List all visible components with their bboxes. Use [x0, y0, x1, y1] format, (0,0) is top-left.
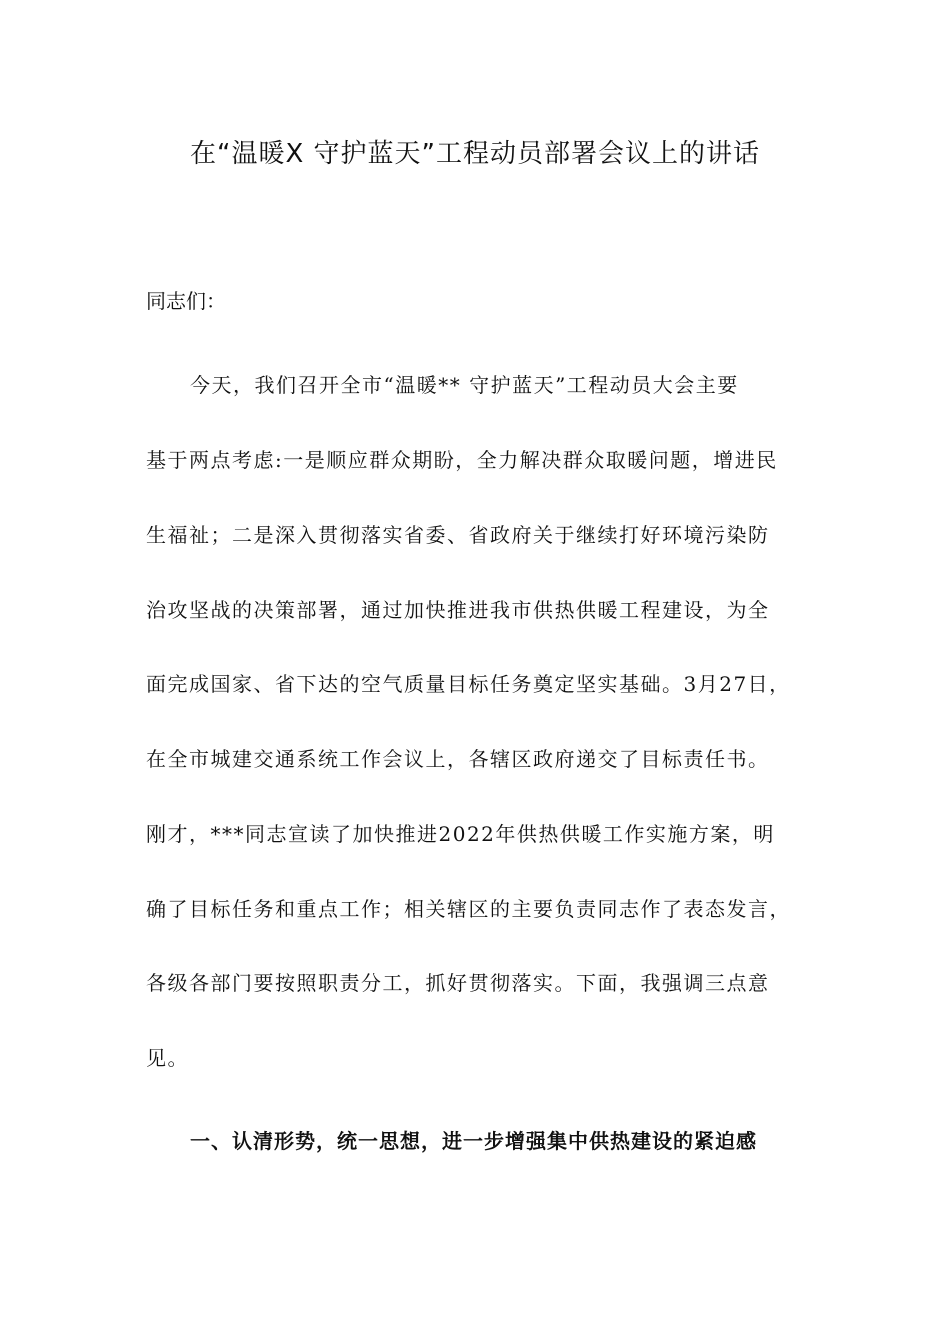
section-heading: 一、认清形势，统一思想，进一步增强集中供热建设的紧迫感 [190, 1129, 757, 1153]
page-title: 在“温暖X 守护蓝天”工程动员部署会议上的讲话 [189, 139, 761, 169]
paragraph-line: 基于两点考虑:一是顺应群众期盼，全力解决群众取暖问题，增进民 [146, 448, 778, 472]
paragraph-line: 刚才，***同志宣读了加快推进2022年供热供暖工作实施方案，明 [146, 822, 775, 846]
paragraph-line: 各级各部门要按照职责分工，抓好贯彻落实。下面，我强调三点意 [146, 971, 770, 995]
paragraph-line: 确了目标任务和重点工作；相关辖区的主要负责同志作了表态发言， [146, 897, 791, 921]
paragraph-line: 治攻坚战的决策部署，通过加快推进我市供热供暖工程建设，为全 [146, 598, 770, 622]
paragraph-line: 在全市城建交通系统工作会议上，各辖区政府递交了目标责任书。 [146, 747, 770, 771]
salutation: 同志们： [146, 289, 226, 313]
paragraph-line: 面完成国家、省下达的空气质量目标任务奠定坚实基础。3月27日， [146, 672, 791, 696]
paragraph-line: 见。 [146, 1046, 189, 1070]
paragraph-line: 生福祉；二是深入贯彻落实省委、省政府关于继续打好环境污染防 [146, 523, 770, 547]
paragraph-line: 今天，我们召开全市“温暖** 守护蓝天”工程动员大会主要 [190, 373, 739, 397]
